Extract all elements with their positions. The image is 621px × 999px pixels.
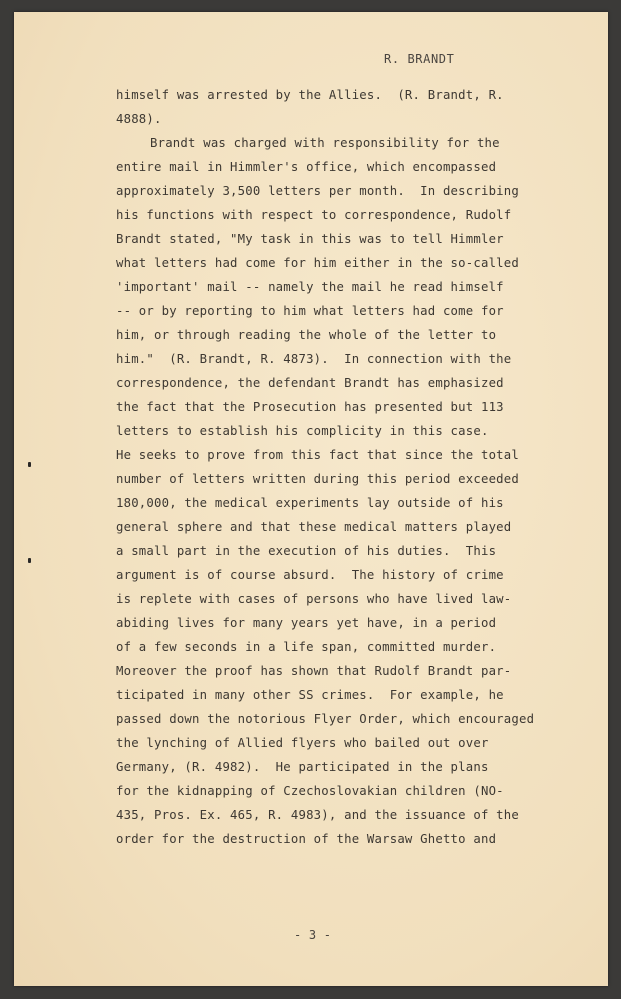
body-line: 435, Pros. Ex. 465, R. 4983), and the issuance of the — [116, 808, 519, 822]
body-line: 'important' mail -- namely the mail he read himself — [116, 280, 504, 294]
body-line: of a few seconds in a life span, committed murder. — [116, 640, 497, 654]
body-line: letters to establish his complicity in this case. — [116, 424, 489, 438]
body-line: entire mail in Himmler's office, which encompassed — [116, 160, 497, 174]
body-line: order for the destruction of the Warsaw Ghetto and — [116, 832, 497, 846]
body-line: Brandt was charged with responsibility for the — [150, 136, 500, 150]
body-line: his functions with respect to correspondence, Rudolf — [116, 208, 512, 222]
body-line: abiding lives for many years yet have, in a period — [116, 616, 497, 630]
page-number: - 3 - — [294, 928, 332, 942]
running-head: R. BRANDT — [384, 52, 455, 66]
body-line: what letters had come for him either in the so-called — [116, 256, 519, 270]
body-line: He seeks to prove from this fact that since the total — [116, 448, 519, 462]
body-line: him." (R. Brandt, R. 4873). In connection with the — [116, 352, 512, 366]
body-line: general sphere and that these medical matters played — [116, 520, 512, 534]
body-line: passed down the notorious Flyer Order, which encouraged — [116, 712, 535, 726]
body-line: is replete with cases of persons who have lived law- — [116, 592, 512, 606]
punch-mark — [28, 462, 31, 467]
body-line: approximately 3,500 letters per month. In describing — [116, 184, 519, 198]
body-line: correspondence, the defendant Brandt has emphasized — [116, 376, 504, 390]
body-line: Brandt stated, "My task in this was to tell Himmler — [116, 232, 504, 246]
body-line: himself was arrested by the Allies. (R. Brandt, R. — [116, 88, 504, 102]
body-line: argument is of course absurd. The history of crime — [116, 568, 504, 582]
body-line: for the kidnapping of Czechoslovakian children (NO- — [116, 784, 504, 798]
body-line: ticipated in many other SS crimes. For example, he — [116, 688, 504, 702]
body-line: him, or through reading the whole of the letter to — [116, 328, 497, 342]
body-line: 4888). — [116, 112, 162, 126]
body-line: number of letters written during this period exceeded — [116, 472, 519, 486]
body-line: the fact that the Prosecution has presented but 113 — [116, 400, 504, 414]
body-line: Germany, (R. 4982). He participated in the plans — [116, 760, 489, 774]
body-line: -- or by reporting to him what letters had come for — [116, 304, 504, 318]
body-line: 180,000, the medical experiments lay outside of his — [116, 496, 504, 510]
punch-mark — [28, 558, 31, 563]
body-line: the lynching of Allied flyers who bailed out over — [116, 736, 489, 750]
body-line: Moreover the proof has shown that Rudolf Brandt par- — [116, 664, 512, 678]
body-line: a small part in the execution of his duties. This — [116, 544, 497, 558]
document-page — [14, 12, 608, 986]
